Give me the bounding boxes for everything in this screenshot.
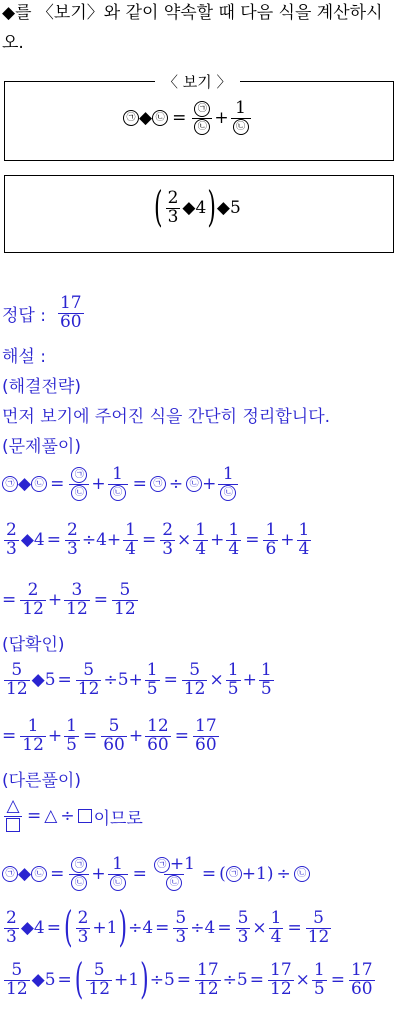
circled-b-icon: ㉡ — [152, 110, 168, 126]
check-line-1: $\frac{5}{12}$ ◆ 5 = $\frac{5}{12}$ ÷ 5 + $\frac{1}{5}$ = $\frac{5}{12}$ × $\frac{1}{5}$ + $\frac{1}{5}$ — [6, 660, 272, 699]
solve-line-1: ㉠ ◆ ㉡ = $\frac{㉠}{㉡}$ + $\frac{1}{㉡}$ = ㉠ ÷ ㉡ + $\frac{1}{㉡}$ — [2, 466, 240, 503]
alt-line-1: ㉠ ◆ ㉡ = $\frac{㉠}{㉡}$ + $\frac{1}{㉡}$ = $\frac{㉠ +1}{㉡}$ = ( ㉠ + 1 ) ÷ ㉡ — [2, 856, 310, 893]
example-box — [4, 73, 394, 161]
circled-a-icon: ㉠ — [123, 110, 139, 126]
example-label: 〈 보기 〉 — [155, 71, 240, 92]
check-line-2: = $\frac{1}{12}$ + $\frac{1}{5}$ = $\frac{5}{60}$ + $\frac{12}{60}$ = $\frac{17}{60}$ — [2, 716, 217, 755]
alt-line-2: $\frac{2}{3}$ ◆ 4 = ( $\frac{2}{3}$ + 1 ) ÷ 4 = $\frac{5}{3}$ ÷ 4 = $\frac{5}{3}$ × $\frac{1}{4}$ = $\frac{5}{12}$ — [6, 904, 330, 953]
alt-note-line: △ = △ ÷ 이므로 — [2, 798, 143, 835]
triangle-icon: △ — [6, 796, 20, 816]
answer-fraction: $\frac{17}{60}$ — [59, 293, 82, 332]
solve-title: (문제풀이) — [2, 437, 81, 457]
fraction: $\frac{㉠}{㉡}$ — [192, 100, 212, 137]
solution-title: 해설 : — [2, 347, 46, 367]
question-line-2: 오. — [2, 33, 24, 53]
question-line-1: ◆를 〈보기〉와 같이 약속할 때 다음 식을 계산하시 — [2, 3, 383, 23]
solve-line-3: = $\frac{2}{12}$ + $\frac{3}{12}$ = $\frac{5}{12}$ — [2, 580, 136, 619]
strategy-text: 먼저 보기에 주어진 식을 간단히 정리합니다. — [2, 407, 331, 427]
square-icon — [6, 818, 20, 832]
equals: = — [172, 108, 187, 129]
definition-formula — [123, 100, 253, 137]
solve-line-2: $\frac{2}{3}$ ◆ 4 = $\frac{2}{3}$ ÷ 4 + $\frac{1}{4}$ = $\frac{2}{3}$ × $\frac{1}{4}$ + $\frac{1}{4}$ = $\frac{1}{6}$ + $\frac{1}{4}$ — [6, 520, 310, 559]
alt-line-3: $\frac{5}{12}$ ◆ 5 = ( $\frac{5}{12}$ + 1 ) ÷ 5 = $\frac{17}{12}$ ÷ 5 = $\frac{17}{12}$ × $\frac{1}{5}$ = $\frac{17}{60}$ — [6, 956, 373, 1005]
diamond-icon: ◆ — [139, 108, 153, 129]
problem-expression: ( $\frac{2}{3}$ ◆ 4 ) ◆ 5 — [154, 184, 241, 233]
fraction: $\frac{1}{㉡}$ — [231, 100, 251, 137]
answer — [2, 295, 86, 332]
plus: + — [214, 108, 229, 129]
answer-label: 정답 : — [2, 305, 46, 326]
expression-box — [4, 175, 394, 253]
check-title: (답확인) — [2, 635, 65, 655]
strategy-title: (해결전략) — [2, 377, 81, 397]
alt-title: (다른풀이) — [2, 771, 81, 791]
